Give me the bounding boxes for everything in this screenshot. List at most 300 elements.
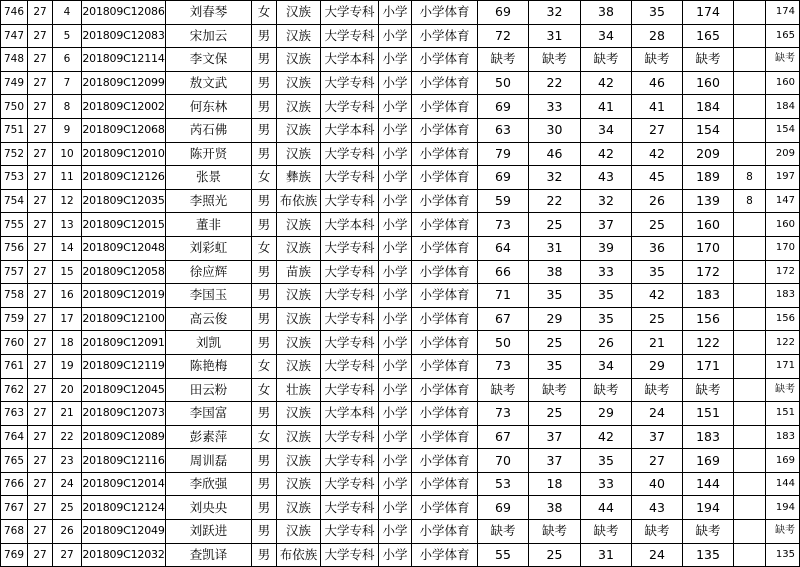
- score2-cell: 35: [529, 354, 581, 378]
- room-cell: 27: [28, 284, 53, 308]
- table-row: [1, 378, 800, 402]
- score3-cell: 41: [581, 95, 632, 119]
- seq-cell: 753: [1, 166, 28, 190]
- score1-cell: 73: [478, 354, 529, 378]
- ethnicity-cell: 布依族: [277, 189, 321, 213]
- total-cell: 160: [766, 71, 800, 95]
- score3-cell: 缺考: [581, 378, 632, 402]
- seat-cell: 16: [53, 284, 82, 308]
- exam-id-cell: 201809C12019: [82, 284, 166, 308]
- education-cell: 大学专科: [321, 260, 379, 284]
- seq-cell: 752: [1, 142, 28, 166]
- education-cell: 大学本科: [321, 118, 379, 142]
- score3-cell: 39: [581, 236, 632, 260]
- score3-cell: 43: [581, 166, 632, 190]
- subtotal-cell: 139: [683, 189, 734, 213]
- education-cell: 大学本科: [321, 213, 379, 237]
- score2-cell: 缺考: [529, 48, 581, 72]
- bonus-cell: [734, 425, 766, 449]
- name-cell: 何东林: [166, 95, 252, 119]
- ethnicity-cell: 汉族: [277, 425, 321, 449]
- name-cell: 刘跃进: [166, 520, 252, 544]
- education-cell: 大学专科: [321, 520, 379, 544]
- table-row: [1, 118, 800, 142]
- room-cell: 27: [28, 402, 53, 426]
- total-cell: 183: [766, 425, 800, 449]
- name-cell: 周训磊: [166, 449, 252, 473]
- exam-id-cell: 201809C12119: [82, 354, 166, 378]
- education-cell: 大学专科: [321, 236, 379, 260]
- subject-cell: 小学体育: [412, 71, 478, 95]
- subject-cell: 小学体育: [412, 166, 478, 190]
- score1-cell: 66: [478, 260, 529, 284]
- exam-id-cell: 201809C12091: [82, 331, 166, 355]
- level-cell: 小学: [379, 284, 412, 308]
- total-cell: 154: [766, 118, 800, 142]
- seq-cell: 750: [1, 95, 28, 119]
- gender-cell: 男: [252, 260, 277, 284]
- ethnicity-cell: 汉族: [277, 95, 321, 119]
- score3-cell: 29: [581, 402, 632, 426]
- score3-cell: 37: [581, 213, 632, 237]
- gender-cell: 男: [252, 520, 277, 544]
- ethnicity-cell: 汉族: [277, 48, 321, 72]
- total-cell: 156: [766, 307, 800, 331]
- score2-cell: 25: [529, 402, 581, 426]
- seq-cell: 747: [1, 24, 28, 48]
- table-row: [1, 189, 800, 213]
- score4-cell: 41: [632, 95, 683, 119]
- total-cell: 209: [766, 142, 800, 166]
- score3-cell: 38: [581, 1, 632, 25]
- room-cell: 27: [28, 48, 53, 72]
- room-cell: 27: [28, 425, 53, 449]
- table-row: [1, 166, 800, 190]
- total-cell: 169: [766, 449, 800, 473]
- score2-cell: 32: [529, 1, 581, 25]
- gender-cell: 男: [252, 95, 277, 119]
- gender-cell: 男: [252, 472, 277, 496]
- seat-cell: 19: [53, 354, 82, 378]
- room-cell: 27: [28, 520, 53, 544]
- subject-cell: 小学体育: [412, 354, 478, 378]
- score4-cell: 25: [632, 307, 683, 331]
- score4-cell: 26: [632, 189, 683, 213]
- score3-cell: 35: [581, 449, 632, 473]
- subject-cell: 小学体育: [412, 402, 478, 426]
- gender-cell: 男: [252, 71, 277, 95]
- score1-cell: 63: [478, 118, 529, 142]
- subject-cell: 小学体育: [412, 24, 478, 48]
- score3-cell: 缺考: [581, 48, 632, 72]
- level-cell: 小学: [379, 496, 412, 520]
- ethnicity-cell: 汉族: [277, 1, 321, 25]
- seat-cell: 4: [53, 1, 82, 25]
- education-cell: 大学本科: [321, 48, 379, 72]
- score3-cell: 34: [581, 118, 632, 142]
- seat-cell: 7: [53, 71, 82, 95]
- gender-cell: 女: [252, 166, 277, 190]
- ethnicity-cell: 苗族: [277, 260, 321, 284]
- level-cell: 小学: [379, 189, 412, 213]
- ethnicity-cell: 汉族: [277, 307, 321, 331]
- name-cell: 彭素萍: [166, 425, 252, 449]
- bonus-cell: [734, 24, 766, 48]
- gender-cell: 女: [252, 354, 277, 378]
- subtotal-cell: 151: [683, 402, 734, 426]
- score1-cell: 70: [478, 449, 529, 473]
- level-cell: 小学: [379, 354, 412, 378]
- level-cell: 小学: [379, 142, 412, 166]
- score1-cell: 53: [478, 472, 529, 496]
- score4-cell: 43: [632, 496, 683, 520]
- bonus-cell: [734, 496, 766, 520]
- bonus-cell: [734, 472, 766, 496]
- ethnicity-cell: 汉族: [277, 71, 321, 95]
- score2-cell: 33: [529, 95, 581, 119]
- score4-cell: 缺考: [632, 48, 683, 72]
- gender-cell: 男: [252, 496, 277, 520]
- score1-cell: 55: [478, 543, 529, 567]
- education-cell: 大学专科: [321, 307, 379, 331]
- table-row: [1, 354, 800, 378]
- seq-cell: 746: [1, 1, 28, 25]
- seat-cell: 21: [53, 402, 82, 426]
- gender-cell: 女: [252, 425, 277, 449]
- seat-cell: 12: [53, 189, 82, 213]
- room-cell: 27: [28, 378, 53, 402]
- score4-cell: 29: [632, 354, 683, 378]
- name-cell: 李国玉: [166, 284, 252, 308]
- education-cell: 大学本科: [321, 402, 379, 426]
- exam-id-cell: 201809C12015: [82, 213, 166, 237]
- bonus-cell: 8: [734, 189, 766, 213]
- room-cell: 27: [28, 95, 53, 119]
- score3-cell: 33: [581, 260, 632, 284]
- score4-cell: 25: [632, 213, 683, 237]
- education-cell: 大学专科: [321, 1, 379, 25]
- exam-id-cell: 201809C12035: [82, 189, 166, 213]
- score3-cell: 31: [581, 543, 632, 567]
- subtotal-cell: 122: [683, 331, 734, 355]
- education-cell: 大学专科: [321, 166, 379, 190]
- education-cell: 大学专科: [321, 95, 379, 119]
- exam-id-cell: 201809C12124: [82, 496, 166, 520]
- score3-cell: 34: [581, 24, 632, 48]
- ethnicity-cell: 汉族: [277, 236, 321, 260]
- score4-cell: 46: [632, 71, 683, 95]
- total-cell: 151: [766, 402, 800, 426]
- subject-cell: 小学体育: [412, 425, 478, 449]
- education-cell: 大学专科: [321, 354, 379, 378]
- seq-cell: 761: [1, 354, 28, 378]
- score2-cell: 22: [529, 189, 581, 213]
- score3-cell: 42: [581, 142, 632, 166]
- level-cell: 小学: [379, 95, 412, 119]
- subtotal-cell: 172: [683, 260, 734, 284]
- subject-cell: 小学体育: [412, 142, 478, 166]
- seat-cell: 10: [53, 142, 82, 166]
- seq-cell: 764: [1, 425, 28, 449]
- score2-cell: 37: [529, 449, 581, 473]
- gender-cell: 男: [252, 118, 277, 142]
- education-cell: 大学专科: [321, 472, 379, 496]
- score2-cell: 46: [529, 142, 581, 166]
- exam-id-cell: 201809C12045: [82, 378, 166, 402]
- gender-cell: 男: [252, 142, 277, 166]
- room-cell: 27: [28, 142, 53, 166]
- total-cell: 缺考: [766, 520, 800, 544]
- score4-cell: 27: [632, 449, 683, 473]
- seq-cell: 748: [1, 48, 28, 72]
- subtotal-cell: 160: [683, 213, 734, 237]
- subtotal-cell: 183: [683, 425, 734, 449]
- total-cell: 194: [766, 496, 800, 520]
- score4-cell: 45: [632, 166, 683, 190]
- room-cell: 27: [28, 118, 53, 142]
- score1-cell: 69: [478, 496, 529, 520]
- gender-cell: 男: [252, 307, 277, 331]
- name-cell: 陈开贤: [166, 142, 252, 166]
- seq-cell: 759: [1, 307, 28, 331]
- room-cell: 27: [28, 496, 53, 520]
- exam-id-cell: 201809C12126: [82, 166, 166, 190]
- score3-cell: 26: [581, 331, 632, 355]
- room-cell: 27: [28, 166, 53, 190]
- table-row: [1, 213, 800, 237]
- score3-cell: 34: [581, 354, 632, 378]
- exam-id-cell: 201809C12099: [82, 71, 166, 95]
- education-cell: 大学专科: [321, 189, 379, 213]
- seq-cell: 756: [1, 236, 28, 260]
- bonus-cell: [734, 95, 766, 119]
- gender-cell: 男: [252, 24, 277, 48]
- subtotal-cell: 156: [683, 307, 734, 331]
- score2-cell: 38: [529, 260, 581, 284]
- score4-cell: 40: [632, 472, 683, 496]
- total-cell: 170: [766, 236, 800, 260]
- score1-cell: 59: [478, 189, 529, 213]
- seq-cell: 751: [1, 118, 28, 142]
- room-cell: 27: [28, 24, 53, 48]
- level-cell: 小学: [379, 260, 412, 284]
- bonus-cell: [734, 71, 766, 95]
- gender-cell: 女: [252, 1, 277, 25]
- score3-cell: 42: [581, 71, 632, 95]
- education-cell: 大学专科: [321, 543, 379, 567]
- bonus-cell: [734, 118, 766, 142]
- seq-cell: 757: [1, 260, 28, 284]
- score1-cell: 71: [478, 284, 529, 308]
- total-cell: 165: [766, 24, 800, 48]
- seat-cell: 5: [53, 24, 82, 48]
- seat-cell: 24: [53, 472, 82, 496]
- subtotal-cell: 165: [683, 24, 734, 48]
- level-cell: 小学: [379, 402, 412, 426]
- table-row: [1, 284, 800, 308]
- score3-cell: 42: [581, 425, 632, 449]
- table-row: [1, 449, 800, 473]
- total-cell: 160: [766, 213, 800, 237]
- score3-cell: 35: [581, 284, 632, 308]
- exam-id-cell: 201809C12116: [82, 449, 166, 473]
- total-cell: 135: [766, 543, 800, 567]
- seat-cell: 22: [53, 425, 82, 449]
- name-cell: 张景: [166, 166, 252, 190]
- table-row: [1, 142, 800, 166]
- room-cell: 27: [28, 189, 53, 213]
- name-cell: 李文保: [166, 48, 252, 72]
- education-cell: 大学专科: [321, 24, 379, 48]
- subtotal-cell: 160: [683, 71, 734, 95]
- bonus-cell: [734, 543, 766, 567]
- level-cell: 小学: [379, 425, 412, 449]
- room-cell: 27: [28, 472, 53, 496]
- subject-cell: 小学体育: [412, 95, 478, 119]
- subtotal-cell: 171: [683, 354, 734, 378]
- score2-cell: 25: [529, 213, 581, 237]
- score1-cell: 50: [478, 71, 529, 95]
- seat-cell: 13: [53, 213, 82, 237]
- table-row: [1, 236, 800, 260]
- name-cell: 查凯译: [166, 543, 252, 567]
- seat-cell: 11: [53, 166, 82, 190]
- score1-cell: 缺考: [478, 378, 529, 402]
- bonus-cell: [734, 284, 766, 308]
- room-cell: 27: [28, 331, 53, 355]
- name-cell: 刘彩虹: [166, 236, 252, 260]
- level-cell: 小学: [379, 472, 412, 496]
- score1-cell: 73: [478, 213, 529, 237]
- name-cell: 田云粉: [166, 378, 252, 402]
- subject-cell: 小学体育: [412, 213, 478, 237]
- subject-cell: 小学体育: [412, 307, 478, 331]
- score4-cell: 28: [632, 24, 683, 48]
- level-cell: 小学: [379, 543, 412, 567]
- education-cell: 大学专科: [321, 142, 379, 166]
- level-cell: 小学: [379, 1, 412, 25]
- exam-id-cell: 201809C12073: [82, 402, 166, 426]
- subject-cell: 小学体育: [412, 543, 478, 567]
- seq-cell: 760: [1, 331, 28, 355]
- gender-cell: 男: [252, 543, 277, 567]
- score4-cell: 42: [632, 284, 683, 308]
- table-row: [1, 1, 800, 25]
- bonus-cell: [734, 307, 766, 331]
- name-cell: 刘央央: [166, 496, 252, 520]
- name-cell: 李照光: [166, 189, 252, 213]
- seq-cell: 755: [1, 213, 28, 237]
- subtotal-cell: 135: [683, 543, 734, 567]
- subject-cell: 小学体育: [412, 236, 478, 260]
- name-cell: 刘春琴: [166, 1, 252, 25]
- score3-cell: 35: [581, 307, 632, 331]
- seq-cell: 754: [1, 189, 28, 213]
- total-cell: 缺考: [766, 48, 800, 72]
- level-cell: 小学: [379, 48, 412, 72]
- table-row: [1, 496, 800, 520]
- total-cell: 147: [766, 189, 800, 213]
- ethnicity-cell: 彝族: [277, 166, 321, 190]
- gender-cell: 女: [252, 378, 277, 402]
- name-cell: 李国富: [166, 402, 252, 426]
- score1-cell: 69: [478, 166, 529, 190]
- subtotal-cell: 194: [683, 496, 734, 520]
- ethnicity-cell: 布依族: [277, 543, 321, 567]
- level-cell: 小学: [379, 378, 412, 402]
- ethnicity-cell: 汉族: [277, 449, 321, 473]
- score2-cell: 22: [529, 71, 581, 95]
- score4-cell: 缺考: [632, 378, 683, 402]
- name-cell: 陈艳梅: [166, 354, 252, 378]
- score2-cell: 缺考: [529, 378, 581, 402]
- table-row: [1, 71, 800, 95]
- bonus-cell: [734, 236, 766, 260]
- table-row: [1, 260, 800, 284]
- gender-cell: 男: [252, 48, 277, 72]
- bonus-cell: [734, 520, 766, 544]
- total-cell: 171: [766, 354, 800, 378]
- score4-cell: 36: [632, 236, 683, 260]
- bonus-cell: [734, 1, 766, 25]
- name-cell: 宋加云: [166, 24, 252, 48]
- level-cell: 小学: [379, 307, 412, 331]
- total-cell: 174: [766, 1, 800, 25]
- subtotal-cell: 209: [683, 142, 734, 166]
- score1-cell: 64: [478, 236, 529, 260]
- seat-cell: 25: [53, 496, 82, 520]
- room-cell: 27: [28, 1, 53, 25]
- score4-cell: 42: [632, 142, 683, 166]
- exam-id-cell: 201809C12002: [82, 95, 166, 119]
- score2-cell: 29: [529, 307, 581, 331]
- ethnicity-cell: 汉族: [277, 354, 321, 378]
- table-row: [1, 402, 800, 426]
- score4-cell: 27: [632, 118, 683, 142]
- score4-cell: 35: [632, 1, 683, 25]
- subject-cell: 小学体育: [412, 48, 478, 72]
- level-cell: 小学: [379, 213, 412, 237]
- seat-cell: 8: [53, 95, 82, 119]
- subject-cell: 小学体育: [412, 118, 478, 142]
- name-cell: 芮石佛: [166, 118, 252, 142]
- bonus-cell: [734, 142, 766, 166]
- subtotal-cell: 144: [683, 472, 734, 496]
- subtotal-cell: 183: [683, 284, 734, 308]
- name-cell: 敖文武: [166, 71, 252, 95]
- room-cell: 27: [28, 307, 53, 331]
- table-row: [1, 307, 800, 331]
- subject-cell: 小学体育: [412, 260, 478, 284]
- table-body: [1, 1, 800, 567]
- level-cell: 小学: [379, 520, 412, 544]
- subtotal-cell: 缺考: [683, 520, 734, 544]
- score2-cell: 37: [529, 425, 581, 449]
- education-cell: 大学专科: [321, 331, 379, 355]
- exam-id-cell: 201809C12048: [82, 236, 166, 260]
- gender-cell: 女: [252, 236, 277, 260]
- score1-cell: 73: [478, 402, 529, 426]
- ethnicity-cell: 汉族: [277, 496, 321, 520]
- seat-cell: 20: [53, 378, 82, 402]
- subject-cell: 小学体育: [412, 496, 478, 520]
- exam-id-cell: 201809C12058: [82, 260, 166, 284]
- seq-cell: 766: [1, 472, 28, 496]
- room-cell: 27: [28, 543, 53, 567]
- subtotal-cell: 170: [683, 236, 734, 260]
- exam-id-cell: 201809C12068: [82, 118, 166, 142]
- subtotal-cell: 154: [683, 118, 734, 142]
